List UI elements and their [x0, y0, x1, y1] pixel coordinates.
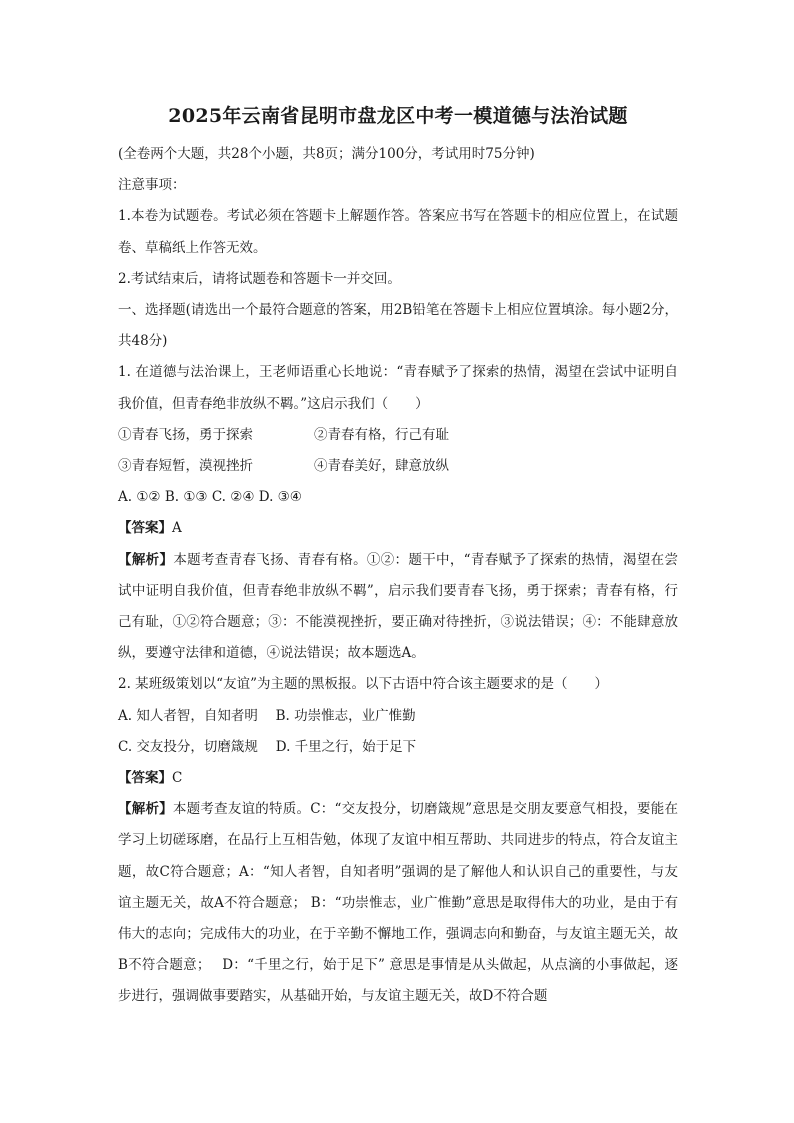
question-1-option-4: ④青春美好，肆意放纵: [314, 458, 449, 475]
notice-item-2: 2.考试结束后，请将试题卷和答题卡一并交回。: [118, 270, 401, 287]
section-heading: 一、选择题(请选出一个最符合题意的答案，用2B铅笔在答题卡上相应位置填涂。每小题2分，共48分): [118, 302, 678, 350]
analysis-text: 本题考查友谊的特质。C：“交友投分，切磨箴规”意思是交朋友要意气相投，要能在学习上切磋琢磨，在品行上互相告勉，体现了友谊中相互帮助、共同进步的特点，符合友谊主题，故C符合题意；A：“知人者智，自知者明”强调的是了解他人和认识自己的重要性，与友谊主题无关，故A不符合题意； B：“功崇惟志，业广惟勤”意思是取得伟大的功业，是由于有伟大的志向；完成伟大的功业，在于辛勤不懈地工作，强调志向和勤奋，与友谊主题无关，故B不符合题意； D：“千里之行，始于足下” 意思是事情是从头做起，从点滴的小事做起，逐步进行，强调做事要踏实，从基础开始，与友谊主题无关，故D不符合题: [118, 801, 678, 1005]
notice-item-1: 1.本卷为试题卷。考试必须在答题卡上解题作答。答案应书写在答题卡的相应位置上，在试题卷、草稿纸上作答无效。: [118, 208, 678, 256]
analysis-tag: 【解析】: [118, 801, 173, 818]
question-1-answer: [118, 513, 678, 544]
analysis-tag: 【解析】: [118, 551, 174, 568]
question-1-options-row-2: [118, 451, 678, 482]
question-2-choices-cd: C. 交友投分，切磨箴规 D. 千里之行，始于足下: [118, 738, 417, 755]
question-1-option-1: ①青春飞扬，勇于探索: [118, 426, 253, 443]
question-1-choices: A. ①② B. ①③ C. ②④ D. ③④: [118, 489, 302, 506]
exam-info: (全卷两个大题，共28个小题，共8页；满分100分，考试用时75分钟): [118, 146, 535, 162]
answer-value: C: [172, 770, 183, 787]
answer-tag: 【答案】: [118, 770, 172, 787]
analysis-text: 本题考查青春飞扬、青春有格。①②：题干中，“青春赋予了探索的热情，渴望在尝试中证明自我价值，但青春绝非放纵不羁”，启示我们要青春飞扬，勇于探索；青春有格，行己有耻，①②符合题意；③：不能漠视挫折，要正确对待挫折，③说法错误；④：不能肆意放纵，要遵守法律和道德，④说法错误；故本题选A。: [118, 551, 678, 662]
question-2-stem: 2. 某班级策划以“友谊”为主题的黑板报。以下古语中符合该主题要求的是（ ）: [118, 676, 608, 693]
page-content: [118, 103, 678, 1013]
question-1-options-row-1: [118, 420, 678, 451]
question-1-option-3: ③青春短暂，漠视挫折: [118, 458, 253, 475]
question-1-option-2: ②青春有格，行己有耻: [314, 426, 449, 443]
question-1-stem: 1. 在道德与法治课上，王老师语重心长地说：“青春赋予了探索的热情，渴望在尝试中证明自我价值，但青春绝非放纵不羁。”这启示我们（ ）: [118, 364, 678, 412]
notice-heading: 注意事项：: [118, 177, 186, 194]
page-title: 2025年云南省昆明市盘龙区中考一模道德与法治试题: [168, 105, 628, 127]
answer-value: A: [172, 520, 182, 537]
question-1-analysis: [118, 545, 678, 670]
question-2-answer: [118, 763, 678, 794]
answer-tag: 【答案】: [118, 520, 172, 537]
question-2-analysis: [118, 794, 678, 1012]
question-2-choices-ab: A. 知人者智，自知者明 B. 功崇惟志，业广惟勤: [118, 707, 416, 724]
